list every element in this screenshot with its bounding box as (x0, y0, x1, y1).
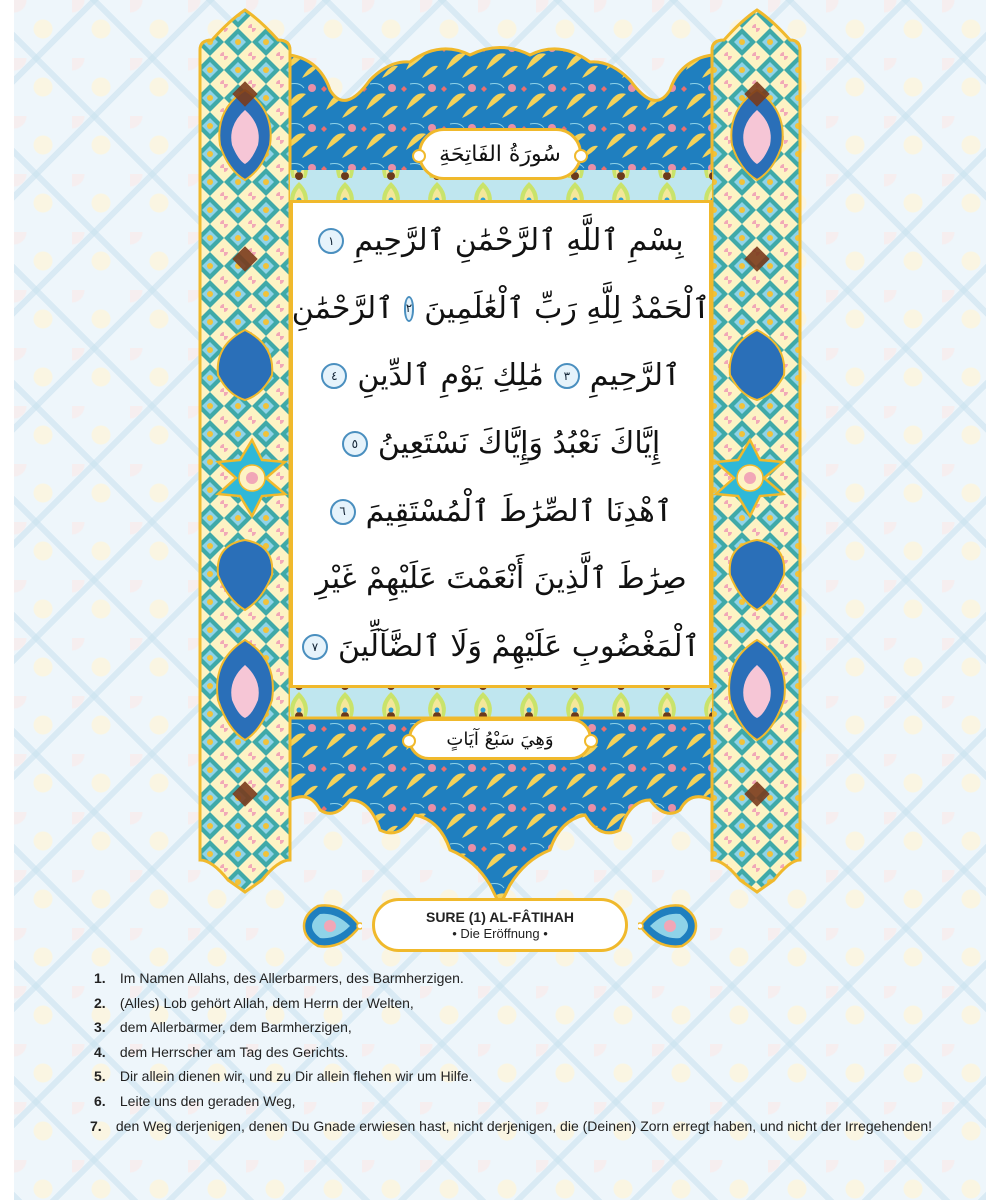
surah-label-box (372, 898, 628, 952)
translation-number: 2. (94, 994, 106, 1011)
surah-title-arabic: سُورَةُ الفَاتِحَةِ (439, 141, 561, 167)
verse-text: ٱلرَّحِيمِ (589, 358, 681, 394)
verse-panel (290, 200, 712, 688)
verse-line (293, 223, 709, 259)
translation-item (94, 966, 934, 991)
translation-number: 3. (94, 1019, 106, 1035)
translation-text: dem Allerbarmer, dem Barmherzigen, (119, 1019, 352, 1035)
verse-number-marker: ٤ (321, 363, 347, 389)
translation-text: Im Namen Allahs, des Allerbarmers, des Barmherzigen. (119, 970, 464, 986)
translation-item (94, 1040, 934, 1065)
medallion-right-icon (638, 900, 698, 952)
verse-list (293, 207, 709, 681)
translation-number: 5. (94, 1068, 106, 1084)
translation-text: dem Herrscher am Tag des Gerichts. (119, 1043, 349, 1060)
translation-text: den Weg derjenigen, denen Du Gnade erwiesen hast, nicht derjenigen, die (Deinen) Zorn erregt haben, und nicht der Irregehenden! (115, 1118, 933, 1134)
translation-text: Leite uns den geraden Weg, (119, 1092, 296, 1109)
translation-number: 1. (94, 970, 106, 986)
verse-text: ٱهْدِنَا ٱلصِّرَٰطَ ٱلْمُسْتَقِيمَ (365, 493, 673, 529)
verse-line (293, 358, 709, 394)
verse-number-marker: ٥ (342, 431, 368, 457)
translation-number: 7. (90, 1118, 102, 1134)
verse-text: صِرَٰطَ ٱلَّذِينَ أَنْعَمْتَ عَلَيْهِمْ غَيْرِ (315, 561, 687, 597)
translation-item (94, 1015, 934, 1040)
translation-item (94, 1064, 934, 1089)
translation-list (90, 966, 934, 1136)
verse-count-arabic: وَهِيَ سَبْعُ آيَاتٍ (446, 728, 554, 750)
surah-label-title: SURE (1) AL-FÂTIHAH (425, 909, 575, 925)
verse-number-marker: ٧ (302, 634, 328, 660)
translation-item (90, 1116, 934, 1136)
translation-item (94, 991, 934, 1016)
verse-line (293, 426, 709, 462)
verse-number-marker: ٦ (330, 499, 356, 525)
verse-text: ٱلْمَغْضُوبِ عَلَيْهِمْ وَلَا ٱلضَّآلِّينَ (337, 629, 701, 665)
verse-line (293, 291, 709, 327)
verse-text: مَٰلِكِ يَوْمِ ٱلدِّينِ (357, 358, 544, 394)
verse-text: إِيَّاكَ نَعْبُدُ وَإِيَّاكَ نَسْتَعِينُ (377, 425, 661, 461)
verse-line (293, 561, 709, 597)
surah-label-subtitle: • Die Eröffnung • (452, 926, 548, 941)
translation-item (94, 1089, 934, 1114)
verse-line (293, 494, 709, 530)
verse-number-marker: ١ (318, 228, 344, 254)
translation-text: (Alles) Lob gehört Allah, dem Herrn der Welten, (119, 994, 414, 1011)
verse-line (293, 629, 709, 665)
medallion-left-icon (302, 900, 362, 952)
translation-number: 6. (94, 1092, 106, 1109)
translation-number: 4. (94, 1043, 106, 1060)
surah-title-cartouche (418, 128, 582, 180)
verse-count-cartouche (408, 718, 592, 760)
verse-number-marker: ٣ (554, 363, 580, 389)
translation-text: Dir allein dienen wir, und zu Dir allein flehen wir um Hilfe. (119, 1068, 473, 1084)
verse-text: ٱلرَّحْمَٰنِ (291, 290, 394, 326)
verse-text: ٱلْحَمْدُ لِلَّهِ رَبِّ ٱلْعَٰلَمِينَ (424, 290, 711, 326)
verse-text: بِسْمِ ٱللَّهِ ٱلرَّحْمَٰنِ ٱلرَّحِيمِ (354, 222, 684, 258)
verse-number-marker: ٢ (404, 296, 414, 322)
